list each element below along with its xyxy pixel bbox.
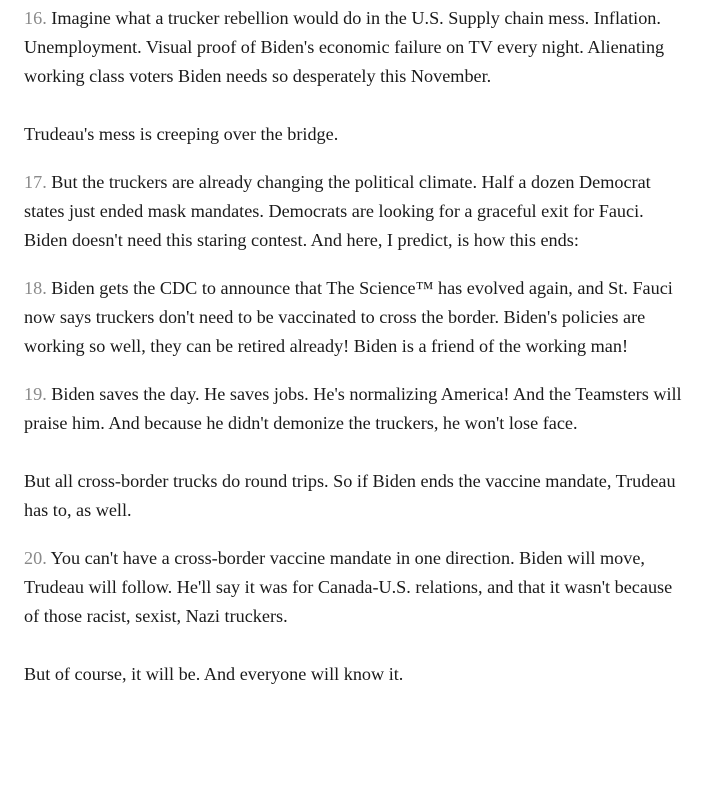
paragraph-number: 19. (24, 384, 47, 404)
paragraph-number: 17. (24, 172, 47, 192)
paragraph-18 (24, 274, 689, 361)
paragraph-spacer (24, 438, 689, 467)
paragraph-20 (24, 544, 689, 631)
paragraph-text: Biden saves the day. He saves jobs. He's normalizing America! And the Teamsters will praise him. And because he didn't demonize the truckers, he won't lose face. (24, 384, 682, 433)
paragraph-text: You can't have a cross-border vaccine mandate in one direction. Biden will move, Trudeau will follow. He'll say it was for Canada-U.S. relations, and that it wasn't because of those racist, sexist, Nazi truckers. (24, 548, 673, 626)
paragraph-19 (24, 380, 689, 438)
paragraph-number: 20. (24, 548, 47, 568)
paragraph-spacer (24, 255, 689, 274)
paragraph-17 (24, 168, 689, 255)
paragraph-spacer (24, 361, 689, 380)
paragraph-spacer (24, 631, 689, 660)
paragraph-number: 16. (24, 8, 47, 28)
paragraph-19-continued (24, 467, 689, 525)
paragraph-text: Imagine what a trucker rebellion would do in the U.S. Supply chain mess. Inflation. Unemployment. Visual proof of Biden's economic failure on TV every night. Alienating working class voters Biden needs so desperately this November. (24, 8, 665, 86)
paragraph-16-continued (24, 120, 689, 149)
paragraph-text: But all cross-border trucks do round trips. So if Biden ends the vaccine mandate, Trudeau has to, as well. (24, 471, 676, 520)
paragraph-spacer (24, 525, 689, 544)
paragraph-16 (24, 4, 689, 91)
paragraph-number: 18. (24, 278, 47, 298)
paragraph-text: Trudeau's mess is creeping over the bridge. (24, 124, 339, 144)
paragraph-text: But of course, it will be. And everyone will know it. (24, 664, 404, 684)
paragraph-spacer (24, 91, 689, 120)
article-body (24, 4, 689, 689)
paragraph-text: Biden gets the CDC to announce that The Science™ has evolved again, and St. Fauci now says truckers don't need to be vaccinated to cross the border. Biden's policies are working so well, they can be retired already! Biden is a friend of the working man! (24, 278, 673, 356)
paragraph-20-continued (24, 660, 689, 689)
paragraph-text: But the truckers are already changing the political climate. Half a dozen Democrat states just ended mask mandates. Democrats are looking for a graceful exit for Fauci. Biden doesn't need this staring contest. And here, I predict, is how this ends: (24, 172, 651, 250)
paragraph-spacer (24, 149, 689, 168)
